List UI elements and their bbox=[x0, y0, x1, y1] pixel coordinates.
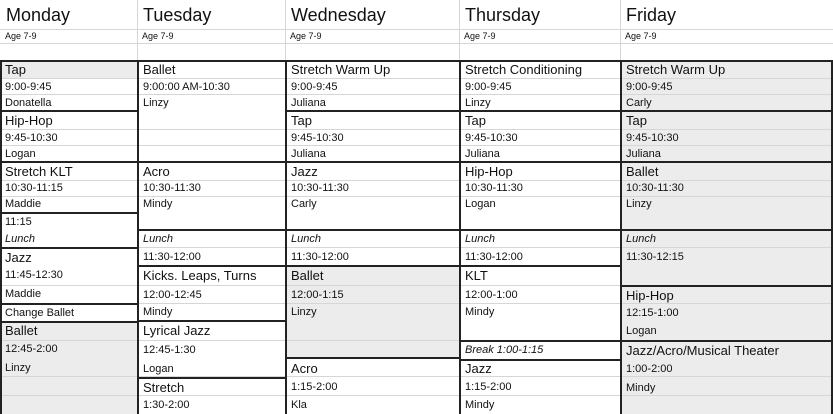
class-teacher[interactable]: Maddie bbox=[5, 288, 42, 300]
class-time[interactable]: 12:45-1:30 bbox=[143, 344, 196, 356]
lunch-note[interactable]: Lunch bbox=[465, 233, 495, 245]
class-teacher[interactable]: Kla bbox=[291, 399, 307, 411]
lunch-note[interactable]: Lunch bbox=[291, 233, 321, 245]
class-time[interactable]: 10:30-11:30 bbox=[143, 182, 201, 194]
class-title[interactable]: Stretch Warm Up bbox=[626, 62, 726, 77]
class-teacher[interactable]: Linzy bbox=[143, 97, 169, 109]
lunch-note[interactable]: Lunch bbox=[626, 233, 656, 245]
lunch-note[interactable]: Lunch bbox=[143, 233, 173, 245]
class-time[interactable]: 10:30-11:30 bbox=[626, 182, 684, 194]
age-label[interactable]: Age 7-9 bbox=[5, 31, 37, 41]
class-title[interactable]: Hip-Hop bbox=[626, 288, 674, 303]
class-time[interactable]: 1:15-2:00 bbox=[465, 381, 512, 393]
class-time[interactable]: 9:45-10:30 bbox=[5, 132, 58, 144]
class-teacher[interactable]: Logan bbox=[626, 325, 657, 337]
class-title[interactable]: Stretch bbox=[143, 380, 185, 395]
class-title[interactable]: Jazz bbox=[5, 250, 32, 265]
class-title[interactable]: Jazz bbox=[465, 361, 492, 376]
day-header-friday[interactable]: Friday bbox=[626, 5, 677, 25]
class-teacher[interactable]: Mindy bbox=[465, 399, 495, 411]
class-time[interactable]: 9:45-10:30 bbox=[291, 132, 344, 144]
class-teacher[interactable]: Linzy bbox=[5, 362, 31, 374]
class-time[interactable]: 1:15-2:00 bbox=[291, 381, 338, 393]
class-time[interactable]: 9:00-9:45 bbox=[626, 81, 673, 93]
class-title[interactable]: Ballet bbox=[5, 323, 38, 338]
class-title[interactable]: Jazz/Acro/Musical Theater bbox=[626, 343, 779, 358]
class-title[interactable]: Jazz bbox=[291, 164, 318, 179]
class-teacher[interactable]: Donatella bbox=[5, 97, 52, 109]
class-time[interactable]: 12:00-1:15 bbox=[291, 289, 344, 301]
class-time[interactable]: 11:45-12:30 bbox=[5, 269, 63, 281]
class-teacher[interactable]: Mindy bbox=[143, 306, 173, 318]
class-teacher[interactable]: Juliana bbox=[291, 148, 326, 160]
day-header-wednesday[interactable]: Wednesday bbox=[291, 5, 386, 25]
class-time[interactable]: 12:45-2:00 bbox=[5, 343, 58, 355]
class-title[interactable]: Tap bbox=[465, 113, 486, 128]
class-teacher[interactable]: Linzy bbox=[465, 97, 491, 109]
class-time[interactable]: 9:00-9:45 bbox=[465, 81, 512, 93]
class-teacher[interactable]: Mindy bbox=[465, 306, 495, 318]
age-label[interactable]: Age 7-9 bbox=[464, 31, 496, 41]
break-note[interactable]: Break 1:00-1:15 bbox=[465, 344, 544, 356]
lunch-time[interactable]: 11:30-12:00 bbox=[143, 251, 201, 263]
class-title[interactable]: Hip-Hop bbox=[5, 113, 53, 128]
class-title[interactable]: Kicks. Leaps, Turns bbox=[143, 268, 257, 283]
class-time[interactable]: 9:45-10:30 bbox=[626, 132, 679, 144]
lunch-time[interactable]: 11:30-12:00 bbox=[465, 251, 523, 263]
lunch-time[interactable]: 11:15 bbox=[5, 216, 32, 228]
class-title[interactable]: Lyrical Jazz bbox=[143, 323, 211, 338]
age-label[interactable]: Age 7-9 bbox=[290, 31, 322, 41]
class-teacher[interactable]: Juliana bbox=[465, 148, 500, 160]
day-header-tuesday[interactable]: Tuesday bbox=[143, 5, 212, 25]
class-teacher[interactable]: Logan bbox=[143, 363, 174, 375]
class-time[interactable]: 9:00-9:45 bbox=[5, 81, 52, 93]
class-teacher[interactable]: Logan bbox=[5, 148, 36, 160]
class-time[interactable]: 9:00-9:45 bbox=[291, 81, 338, 93]
class-title[interactable]: Hip-Hop bbox=[465, 164, 513, 179]
class-teacher[interactable]: Carly bbox=[291, 198, 317, 210]
lunch-time[interactable]: 11:30-12:00 bbox=[291, 251, 349, 263]
class-time[interactable]: 9:00:00 AM-10:30 bbox=[143, 81, 230, 93]
lunch-time[interactable]: 11:30-12:15 bbox=[626, 251, 684, 263]
class-teacher[interactable]: Juliana bbox=[626, 148, 661, 160]
class-time[interactable]: 1:00-2:00 bbox=[626, 363, 673, 375]
class-teacher[interactable]: Mindy bbox=[626, 382, 656, 394]
class-time[interactable]: 12:00-1:00 bbox=[465, 289, 518, 301]
class-title[interactable]: KLT bbox=[465, 268, 488, 283]
class-title[interactable]: Acro bbox=[143, 164, 170, 179]
day-header-monday[interactable]: Monday bbox=[6, 5, 71, 25]
class-time[interactable]: 12:15-1:00 bbox=[626, 307, 679, 319]
class-title[interactable]: Stretch KLT bbox=[5, 164, 73, 179]
class-time[interactable]: 10:30-11:15 bbox=[5, 182, 63, 194]
schedule-note[interactable]: Change Ballet bbox=[5, 307, 75, 319]
lunch-note[interactable]: Lunch bbox=[5, 233, 35, 245]
class-title[interactable]: Acro bbox=[291, 361, 318, 376]
class-teacher[interactable]: Linzy bbox=[626, 198, 652, 210]
class-teacher[interactable]: Maddie bbox=[5, 198, 42, 210]
class-teacher[interactable]: Juliana bbox=[291, 97, 326, 109]
border bbox=[285, 357, 460, 359]
class-teacher[interactable]: Linzy bbox=[291, 306, 317, 318]
class-title[interactable]: Tap bbox=[5, 62, 26, 77]
class-title[interactable]: Stretch Conditioning bbox=[465, 62, 583, 77]
class-title[interactable]: Ballet bbox=[291, 268, 324, 283]
gridline bbox=[0, 43, 833, 44]
class-title[interactable]: Tap bbox=[626, 113, 647, 128]
class-teacher[interactable]: Logan bbox=[465, 198, 496, 210]
class-title[interactable]: Ballet bbox=[626, 164, 659, 179]
class-time[interactable]: 10:30-11:30 bbox=[465, 182, 523, 194]
class-time[interactable]: 1:30-2:00 bbox=[143, 399, 190, 411]
age-label[interactable]: Age 7-9 bbox=[142, 31, 174, 41]
class-teacher[interactable]: Carly bbox=[626, 97, 652, 109]
class-time[interactable]: 10:30-11:30 bbox=[291, 182, 349, 194]
age-label[interactable]: Age 7-9 bbox=[625, 31, 657, 41]
class-time[interactable]: 12:00-12:45 bbox=[143, 289, 202, 301]
day-header-thursday[interactable]: Thursday bbox=[465, 5, 541, 25]
class-title[interactable]: Stretch Warm Up bbox=[291, 62, 391, 77]
border bbox=[831, 60, 833, 414]
class-title[interactable]: Ballet bbox=[143, 62, 176, 77]
class-title[interactable]: Tap bbox=[291, 113, 312, 128]
class-time[interactable]: 9:45-10:30 bbox=[465, 132, 518, 144]
class-teacher[interactable]: Mindy bbox=[143, 198, 173, 210]
